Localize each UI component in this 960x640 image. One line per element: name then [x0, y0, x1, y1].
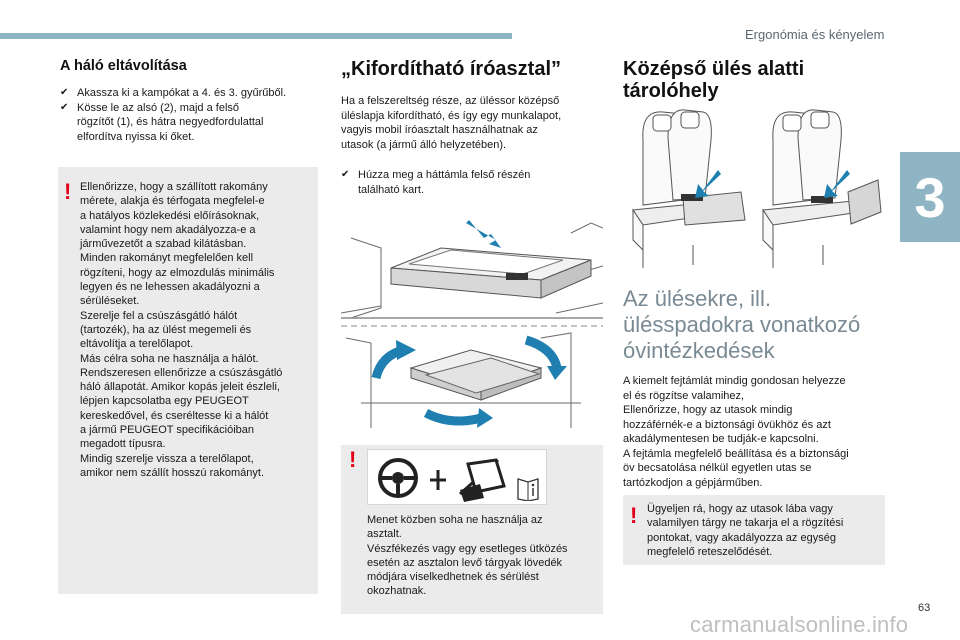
warning-line: (tartozék), ha az ülést megemeli és [80, 323, 252, 336]
safety-line: tartózkodjon a gépjárműben. [623, 476, 763, 489]
header-accent-bar [0, 33, 512, 39]
warning-line: eltávolítja a terelőlapot. [80, 338, 194, 351]
table-warning-box [341, 445, 603, 614]
warning-line: járművezetőt a szabad kilátásban. [80, 238, 247, 251]
warning-line: esetén az asztalon levő tárgyak lövedék [367, 556, 563, 569]
safety-line: hozzáférnék-e a biztonsági övükhöz és azt [623, 418, 831, 431]
warning-line: Ellenőrizze, hogy a szállított rakomány [80, 181, 268, 193]
warning-line: kereskedővel, és cseréltesse ki a hálót [80, 409, 269, 422]
warning-line: legyen és ne lehessen akadályozni a [80, 281, 260, 294]
warning-line: a hatályos közlekedési előírásoknak, [80, 209, 260, 222]
warning-line: Mindig szerelje vissza a terelőlapot, [80, 452, 254, 465]
warning-line: asztalt. [367, 528, 402, 541]
anchorage-warning-text [647, 502, 883, 559]
title-line: tárolóhely [623, 80, 719, 102]
under-seat-storage-title [623, 58, 888, 102]
bullet-icon: ✔ [60, 101, 69, 113]
title-line: Középső ülés alatti [623, 58, 805, 80]
list-item [341, 168, 603, 197]
title-line: ülésspadokra vonatkozó [623, 312, 861, 337]
step-line: Akassza ki a kampókat a 4. és 3. gyűrűből. [77, 87, 287, 99]
warning-line: valamint hogy nem akadályozza-e a [80, 223, 256, 236]
warning-line: amikor nem szállít hosszú rakományt. [80, 466, 265, 479]
warning-line: sérüléseket. [80, 295, 140, 308]
bullet-icon: ✔ [341, 169, 350, 180]
column-2 [341, 58, 603, 197]
step-line: rögzítőt (1), és hátra negyedfordulattal [77, 116, 264, 128]
page-number: 63 [918, 602, 931, 614]
cargo-warning-text [80, 180, 316, 480]
net-removal-title: A háló eltávolítása [60, 58, 187, 74]
step-line: található kart. [358, 183, 425, 196]
step-line: elfordítva nyissa ki őket. [77, 130, 195, 143]
warning-line: Más célra soha ne használja a hálót. [80, 352, 259, 365]
warning-line: lépjen kapcsolatba egy PEUGEOT [80, 395, 249, 408]
safety-line: A kiemelt fejtámlát mindig gondosan helyezze [623, 375, 846, 387]
book-info-icon [517, 475, 539, 501]
warning-line: okozhatnak. [367, 585, 427, 598]
book-info-glyph [517, 475, 539, 501]
safety-line: A fejtámla megfelelő beállítása és a biztonsági [623, 447, 849, 460]
swivel-table-title: „Kifordítható íróasztal” [341, 58, 562, 80]
warning-line: Ügyeljen rá, hogy az utasok lába vagy [647, 503, 833, 515]
seat-safety-text [623, 374, 888, 490]
safety-line: el és rögzítse valamihez, [623, 389, 745, 402]
seat-safety-section [623, 286, 888, 490]
warning-line: Menet közben soha ne használja az [367, 514, 543, 526]
intro-line: üléslapja kifordítható, és így egy munkalapot, [341, 109, 562, 122]
list-item [60, 101, 320, 145]
warning-exclamation-icon: ! [64, 179, 72, 204]
title-line: Az ülésekre, ill. [623, 286, 771, 311]
net-removal-steps [60, 86, 320, 144]
intro-line: vagyis mobil íróasztalt használhatnak az [341, 124, 538, 136]
under-seat-storage-drawing [623, 100, 888, 272]
warning-line: mérete, alakja és térfogata megfelel-e [80, 195, 265, 208]
watermark: carmanualsonline.info [690, 612, 909, 637]
warning-exclamation-icon: ! [630, 503, 638, 528]
safety-line: öv becsatolása nélkül egyetlen utas se [623, 462, 812, 474]
warning-line: Rendszeresen ellenőrizze a csúszásgátló [80, 366, 283, 379]
table-warning-text [367, 513, 599, 599]
warning-line: megfelelő reteszelődését. [647, 545, 773, 558]
chapter-tab[interactable]: 3 [900, 152, 960, 242]
swivel-table-drawing [341, 218, 603, 438]
warning-line: Vészfékezés vagy egy esetleges ütközés [367, 542, 568, 555]
warning-line: rögzíteni, hogy az elmozdulás minimális [80, 266, 275, 279]
warning-line: Szerelje fel a csúszásgátló hálót [80, 309, 238, 322]
safety-line: Ellenőrizze, hogy az utasok mindig [623, 404, 793, 416]
warning-line: módjára viselkedhetnek és sérülést [367, 571, 539, 584]
title-line: óvintézkedések [623, 338, 775, 363]
warning-line: háló állapotát. Amikor kopás jeleit észleli, [80, 381, 280, 394]
section-title: Ergonómia és kényelem [745, 27, 885, 42]
intro-line: utasok (a jármű álló helyzetében). [341, 138, 507, 151]
bullet-icon: ✔ [60, 87, 69, 98]
warning-exclamation-icon: ! [349, 447, 357, 472]
seat-safety-title [623, 286, 888, 364]
anchorage-warning-box [623, 495, 885, 565]
column-1 [60, 58, 320, 144]
list-item [60, 86, 320, 101]
intro-line: Ha a felszereltség része, az üléssor középső [341, 95, 560, 107]
warning-line: pontokat, vagy akadályozza az egység [647, 531, 836, 544]
swivel-table-illustration [341, 218, 603, 438]
step-line: Kösse le az alsó (2), majd a felső [77, 101, 240, 114]
swivel-table-intro [341, 94, 603, 152]
step-line: Húzza meg a háttámla felső részén [358, 169, 531, 181]
swivel-table-steps [341, 168, 603, 197]
warning-line: a jármű PEUGEOT specifikációiban [80, 424, 255, 437]
warning-line: megadott típusra. [80, 438, 166, 451]
cargo-warning-box [58, 167, 318, 594]
under-seat-storage-illustration [623, 100, 888, 272]
safety-line: akadálymentesen be tudják-e kapcsolni. [623, 433, 819, 445]
warning-line: valamilyen tárgy ne takarja el a rögzítési [647, 517, 844, 530]
column-3 [623, 58, 888, 102]
warning-line: Minden rakományt megfelelően kell [80, 252, 254, 265]
